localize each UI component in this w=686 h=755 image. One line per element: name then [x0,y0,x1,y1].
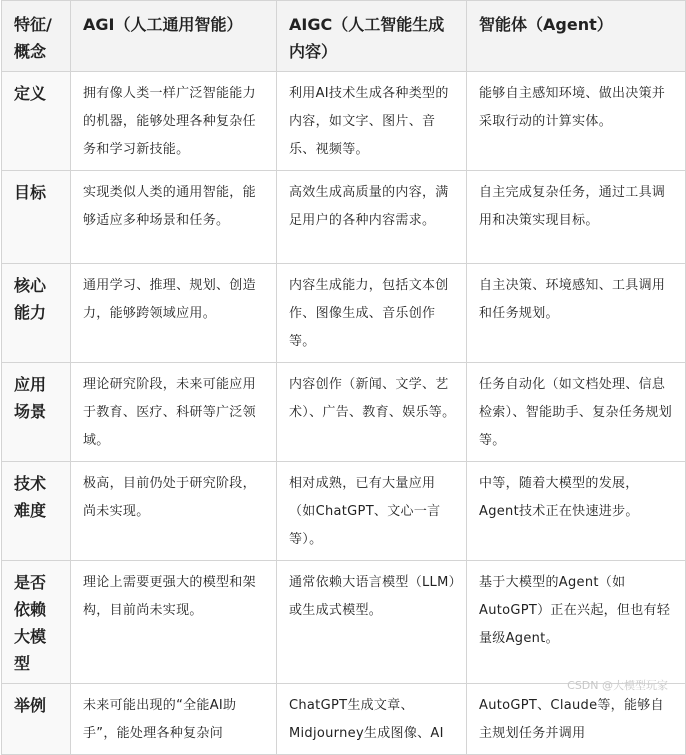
aigc-cell: 内容创作（新闻、文学、艺术）、广告、教育、娱乐等。 [277,363,467,462]
header-agi: AGI（人工通用智能） [71,1,277,72]
agi-cell: 通用学习、推理、规划、创造力，能够跨领域应用。 [71,264,277,363]
agent-cell: 任务自动化（如文档处理、信息检索）、智能助手、复杂任务规划等。 [467,363,686,462]
agent-cell: 能够自主感知环境、做出决策并采取行动的计算实体。 [467,72,686,171]
row-feature-cell: 定义 [2,72,71,171]
table-row [2,363,686,462]
row-feature-cell: 技术难度 [2,462,71,561]
agi-cell: 未来可能出现的“全能AI助手”，能处理各种复杂问 [71,684,277,755]
agent-cell: AutoGPT、Claude等，能够自主规划任务并调用 [467,684,686,755]
aigc-cell: 高效生成高质量的内容，满足用户的各种内容需求。 [277,171,467,264]
agi-cell: 拥有像人类一样广泛智能能力的机器，能够处理各种复杂任务和学习新技能。 [71,72,277,171]
agent-cell: 基于大模型的Agent（如AutoGPT）正在兴起，但也有轻量级Agent。 [467,561,686,684]
header-aigc: AIGC（人工智能生成内容） [277,1,467,72]
agi-cell: 实现类似人类的通用智能，能够适应多种场景和任务。 [71,171,277,264]
table-row [2,72,686,171]
row-feature-cell: 应用场景 [2,363,71,462]
aigc-cell: 内容生成能力，包括文本创作、图像生成、音乐创作等。 [277,264,467,363]
agent-cell: 自主完成复杂任务，通过工具调用和决策实现目标。 [467,171,686,264]
row-feature-cell: 目标 [2,171,71,264]
agi-cell: 极高，目前仍处于研究阶段，尚未实现。 [71,462,277,561]
comparison-table [1,0,686,755]
header-agent: 智能体（Agent） [467,1,686,72]
row-feature-cell: 核心能力 [2,264,71,363]
aigc-cell: 通常依赖大语言模型（LLM）或生成式模型。 [277,561,467,684]
header-feature: 特征/概念 [2,1,71,72]
row-feature-cell: 是否依赖大模型 [2,561,71,684]
agent-cell: 中等，随着大模型的发展，Agent技术正在快速进步。 [467,462,686,561]
header-row [2,1,686,72]
table-row [2,171,686,264]
table-row [2,561,686,684]
aigc-cell: ChatGPT生成文章、Midjourney生成图像、AI [277,684,467,755]
table-row [2,462,686,561]
watermark: CSDN @大模型玩家 [567,677,668,693]
table-row [2,264,686,363]
row-feature-cell: 举例 [2,684,71,755]
table-row [2,684,686,755]
agent-cell: 自主决策、环境感知、工具调用和任务规划。 [467,264,686,363]
aigc-cell: 相对成熟，已有大量应用（如ChatGPT、文心一言等）。 [277,462,467,561]
agi-cell: 理论上需要更强大的模型和架构，目前尚未实现。 [71,561,277,684]
aigc-cell: 利用AI技术生成各种类型的内容，如文字、图片、音乐、视频等。 [277,72,467,171]
agi-cell: 理论研究阶段，未来可能应用于教育、医疗、科研等广泛领域。 [71,363,277,462]
